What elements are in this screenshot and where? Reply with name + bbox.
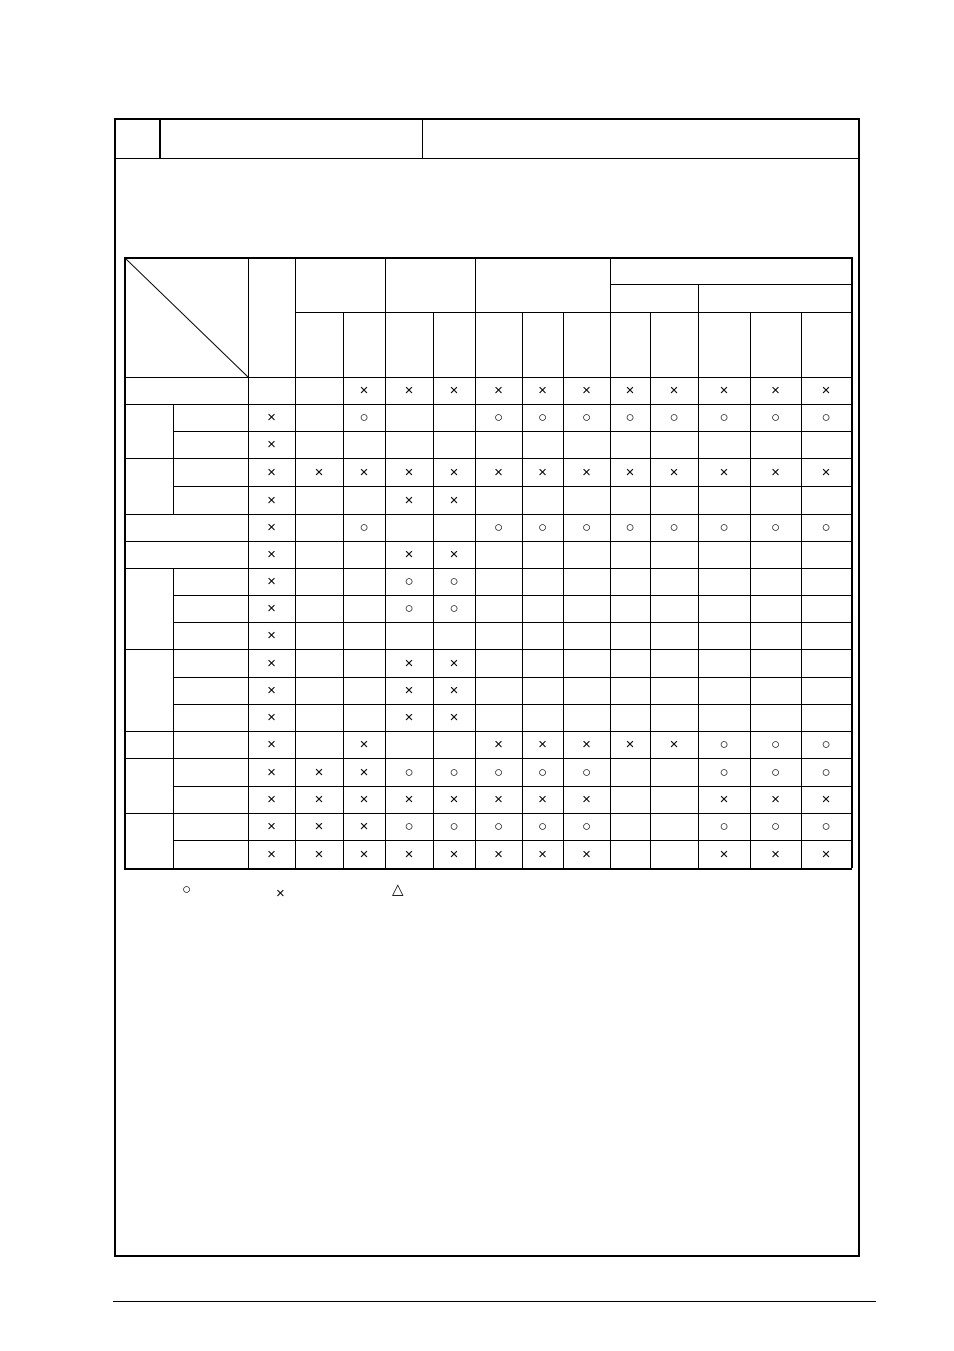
circle-icon: ○ (404, 763, 414, 781)
cross-icon: × (719, 463, 729, 481)
table-group-divider (173, 758, 174, 786)
cross-icon: × (719, 382, 729, 399)
cross-icon: × (449, 463, 459, 481)
table-group-divider (173, 704, 174, 731)
cross-icon: × (449, 845, 459, 863)
cross-icon: × (449, 491, 459, 509)
cross-icon: × (267, 736, 276, 753)
cross-icon: × (582, 382, 591, 399)
table-group-divider (173, 431, 174, 458)
circle-icon: ○ (449, 573, 459, 590)
table-group-divider (173, 458, 174, 486)
cross-icon: × (359, 791, 369, 808)
cross-icon: × (719, 791, 729, 808)
circle-icon: ○ (581, 519, 592, 536)
circle-icon: ○ (770, 818, 781, 835)
cross-icon: × (267, 546, 276, 563)
cross-icon: × (494, 463, 503, 481)
cross-icon: × (669, 382, 679, 399)
circle-icon: ○ (625, 519, 635, 536)
table-group-divider (173, 404, 174, 431)
cross-icon: × (267, 709, 276, 726)
circle-icon: ○ (719, 519, 729, 536)
cross-icon: × (359, 818, 369, 835)
cross-icon: × (582, 845, 591, 863)
table-row-line (124, 541, 851, 542)
table-group-divider (173, 649, 174, 677)
table-group-divider (173, 595, 174, 622)
circle-icon: ○ (625, 409, 635, 426)
cross-icon: × (771, 845, 780, 863)
cross-icon: × (494, 736, 503, 753)
cross-icon: × (404, 546, 414, 563)
cross-icon: × (404, 791, 414, 808)
cross-icon: × (625, 382, 635, 399)
cross-icon: × (494, 845, 503, 863)
cross-icon: × (669, 736, 679, 753)
cross-icon: × (771, 463, 780, 481)
cross-icon: × (404, 463, 414, 481)
circle-icon: ○ (770, 763, 781, 781)
cross-icon: × (625, 463, 635, 481)
cross-icon: × (404, 491, 414, 509)
circle-icon: ○ (359, 409, 369, 426)
circle-icon: ○ (770, 409, 781, 426)
table-group-divider (173, 731, 174, 758)
cross-icon: × (404, 682, 414, 699)
table-vline (610, 377, 611, 868)
circle-icon: ○ (821, 519, 831, 536)
cross-icon: × (359, 763, 369, 781)
table-group-divider (173, 786, 174, 813)
table-row-line (124, 868, 851, 869)
cross-icon: × (821, 463, 831, 481)
circle-icon: ○ (493, 818, 504, 835)
cross-icon: × (267, 600, 276, 617)
circle-icon: ○ (404, 818, 414, 835)
cross-icon: × (719, 845, 729, 863)
cross-icon: × (538, 791, 547, 808)
cross-icon: × (538, 463, 547, 481)
cross-icon: × (267, 654, 276, 672)
cross-icon: × (449, 791, 459, 808)
circle-icon: ○ (581, 763, 592, 781)
circle-icon: ○ (537, 763, 548, 781)
circle-icon: ○ (581, 409, 592, 426)
circle-icon: ○ (669, 519, 679, 536)
circle-icon: ○ (449, 600, 459, 617)
circle-icon: ○ (449, 818, 459, 835)
cross-icon: × (359, 736, 369, 753)
table-group-divider (173, 622, 174, 649)
circle-icon: ○ (821, 763, 831, 781)
cross-icon: × (669, 463, 679, 481)
footer-rule (113, 1301, 876, 1302)
cross-icon: × (449, 654, 459, 672)
cross-icon: × (267, 573, 276, 590)
circle-icon: ○ (493, 519, 504, 536)
circle-icon: ○ (821, 818, 831, 835)
table-row-line (124, 568, 851, 569)
cross-icon: × (267, 791, 276, 808)
cross-icon: × (449, 546, 459, 563)
cross-icon: × (625, 736, 635, 753)
cross-icon: × (267, 845, 276, 863)
table-group-divider (173, 813, 174, 840)
cross-icon: × (314, 463, 324, 481)
cross-icon: × (494, 382, 503, 399)
cross-icon: × (404, 654, 414, 672)
cross-icon: × (821, 382, 831, 399)
table-vline (650, 377, 651, 868)
cross-icon: × (267, 818, 276, 835)
cross-icon: × (267, 491, 276, 509)
circle-icon: ○ (493, 763, 504, 781)
circle-icon: ○ (581, 818, 592, 835)
circle-icon: ○ (493, 409, 504, 426)
cross-icon: × (449, 682, 459, 699)
circle-icon: ○ (537, 519, 548, 536)
cross-icon: × (449, 382, 459, 399)
cross-icon: × (771, 791, 780, 808)
header-diagonal-line (125, 258, 248, 377)
circle-icon: ○ (770, 519, 781, 536)
circle-icon: ○ (719, 736, 729, 753)
cross-icon: × (314, 845, 324, 863)
circle-icon: ○ (404, 573, 414, 590)
table-group-divider (173, 677, 174, 704)
circle-icon: ○ (537, 818, 548, 835)
cross-icon: × (771, 382, 780, 399)
cross-icon: × (267, 763, 276, 781)
cross-icon: × (582, 791, 591, 808)
cross-icon: × (359, 382, 369, 399)
table-group-divider (173, 568, 174, 595)
circle-icon: ○ (719, 409, 729, 426)
cross-icon: × (314, 791, 324, 808)
circle-icon: ○ (719, 818, 729, 835)
cross-icon: × (404, 845, 414, 863)
cross-icon: × (267, 627, 276, 644)
cross-icon: × (359, 845, 369, 863)
cross-icon: × (314, 763, 324, 781)
circle-icon: ○ (669, 409, 679, 426)
cross-icon: × (359, 463, 369, 481)
cross-icon: × (314, 818, 324, 835)
table-row-line (124, 649, 851, 650)
circle-icon: ○ (770, 736, 781, 753)
cross-icon: × (538, 736, 547, 753)
cross-icon: × (821, 791, 831, 808)
circle-icon: ○ (359, 519, 369, 536)
legend-triangle-icon: △ (392, 881, 404, 898)
cross-icon: × (267, 682, 276, 699)
cross-icon: × (582, 463, 591, 481)
legend-cross-icon: × (276, 885, 285, 902)
circle-icon: ○ (719, 763, 729, 781)
cross-icon: × (404, 382, 414, 399)
circle-icon: ○ (537, 409, 548, 426)
cross-icon: × (582, 736, 591, 753)
cross-icon: × (538, 845, 547, 863)
circle-icon: ○ (821, 736, 831, 753)
circle-icon: ○ (821, 409, 831, 426)
cross-icon: × (404, 709, 414, 726)
cross-icon: × (494, 791, 503, 808)
cross-icon: × (267, 463, 276, 481)
legend-circle-icon: ○ (182, 881, 192, 898)
circle-icon: ○ (449, 763, 459, 781)
cross-icon: × (267, 436, 276, 453)
cross-icon: × (267, 519, 276, 536)
cross-icon: × (821, 845, 831, 863)
cross-icon: × (267, 409, 276, 426)
circle-icon: ○ (404, 600, 414, 617)
cross-icon: × (449, 709, 459, 726)
table-group-divider (173, 486, 174, 514)
cross-icon: × (538, 382, 547, 399)
table-group-divider (173, 840, 174, 868)
